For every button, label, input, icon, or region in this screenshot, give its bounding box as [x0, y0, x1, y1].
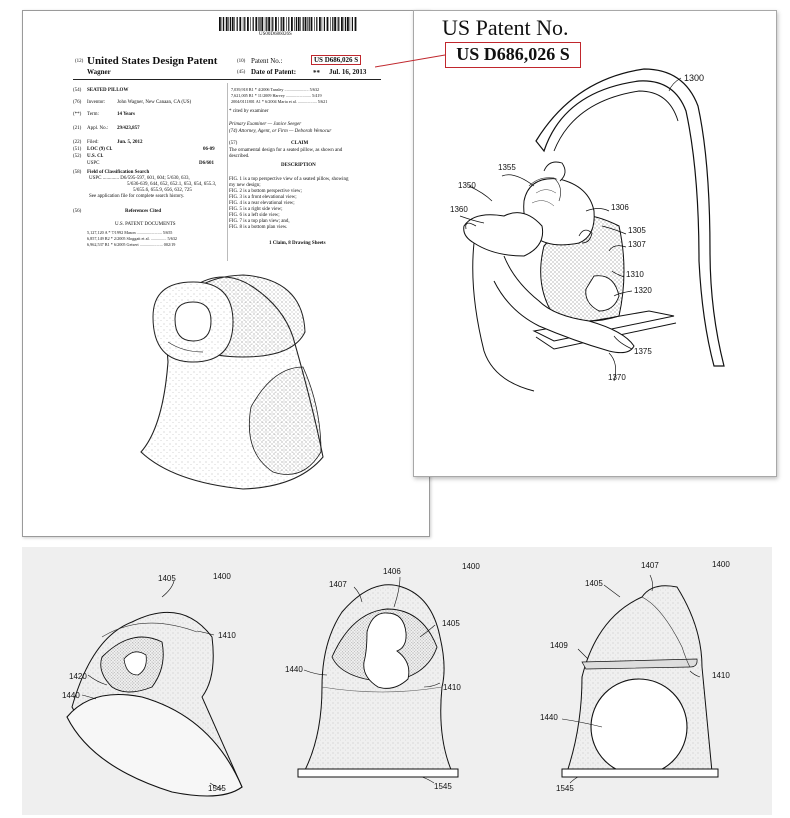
search-line: 5/655.6, 655.9, 656, 632, 725 — [133, 188, 192, 193]
ref-1407-center: 1407 — [329, 580, 347, 589]
ref-1440-center: 1440 — [285, 665, 303, 674]
date-label: Date of Patent: — [251, 68, 297, 76]
ref-1360: 1360 — [450, 205, 468, 214]
description-line: FIG. 5 is a right side view; — [229, 207, 283, 212]
patent-front-page — [22, 10, 430, 537]
ref-1405-right: 1405 — [585, 579, 603, 588]
ref-1320: 1320 — [634, 286, 652, 295]
us-docs-title: U.S. PATENT DOCUMENTS — [115, 222, 176, 227]
description-line: my new design; — [229, 183, 261, 188]
field-code: (12) — [75, 59, 84, 64]
attorney: (74) Attorney, Agent, or Firm — Deborah Wenocur — [229, 129, 332, 134]
ref-1407-right: 1407 — [641, 561, 659, 570]
ref-1306: 1306 — [611, 203, 629, 212]
patent-no-value: US D686,026 S — [311, 55, 361, 65]
front-elevation-view — [298, 577, 458, 783]
ref-1409-right: 1409 — [550, 641, 568, 650]
field-code: (22) — [73, 140, 82, 145]
figure-1300-panel — [413, 10, 777, 477]
figure-1400-views-panel — [22, 547, 772, 815]
patent-no-label: Patent No.: — [251, 57, 283, 65]
left-perspective-view — [67, 581, 242, 796]
ref-1440-right: 1440 — [540, 713, 558, 722]
claims-sheets: 1 Claim, 8 Drawing Sheets — [269, 241, 326, 246]
inventor-value: John Wagner, New Canaan, CA (US) — [117, 100, 192, 105]
field-code: (56) — [73, 209, 82, 214]
cited-note: * cited by examiner — [229, 109, 269, 114]
pillow-views-drawing — [22, 547, 772, 815]
ref-1405-left: 1405 — [158, 574, 176, 583]
field-label: Filed: — [87, 140, 99, 145]
column-divider — [227, 83, 228, 261]
field-label: USPC — [87, 161, 100, 166]
field-code: (58) — [73, 170, 82, 175]
seated-pillow-drawing — [133, 257, 333, 497]
field-code: (54) — [73, 88, 82, 93]
search-line: See application file for complete search history. — [89, 194, 185, 199]
description-line: FIG. 8 is a bottom plan view. — [229, 225, 288, 230]
field-label: Inventor: — [87, 100, 106, 105]
description-line: FIG. 2 is a bottom perspective view; — [229, 189, 302, 194]
reference-row: 6,962,537 B1 * 6/2005 Geisert ...................... 002/19 — [87, 242, 176, 247]
field-label: LOC (9) Cl. — [87, 147, 113, 152]
description-line: FIG. 3 is a front elevational view; — [229, 195, 297, 200]
field-code: (10) — [237, 59, 246, 64]
reference-row: 2004/0111801 A1 * 6/2004 Maria et al. .................. 5/621 — [231, 99, 328, 104]
barcode — [219, 17, 359, 31]
field-code: (45) — [237, 70, 246, 75]
field-code: (76) — [73, 100, 82, 105]
patent-type-title: United States Design Patent — [87, 55, 218, 67]
search-line: 5/636-639, 644, 652, 652.1, 653, 654, 655.3, — [127, 182, 217, 187]
search-line: USPC ............. D6/595-597, 601, 604; 5/630, 633, — [89, 176, 190, 181]
field-label: Field of Classification Search — [87, 170, 150, 175]
ref-1410-center: 1410 — [443, 683, 461, 692]
appl-no-value: 29/423,857 — [117, 126, 140, 131]
ref-1410-left: 1410 — [218, 631, 236, 640]
ref-1300: 1300 — [684, 73, 705, 83]
term-value: 14 Years — [117, 112, 136, 117]
description-line: FIG. 4 is a rear elevational view; — [229, 201, 295, 206]
reference-row: 7,621,005 B1 * 11/2009 Harvey ........................ 5/419 — [231, 93, 322, 98]
field-label: Term: — [87, 112, 99, 117]
uspc-value: D6/601 — [199, 161, 214, 166]
field-code: (**) — [73, 112, 82, 117]
ref-1375: 1375 — [634, 347, 652, 356]
side-elevation-view — [562, 575, 718, 783]
ref-1400-center: 1400 — [462, 562, 480, 571]
date-value: Jul. 16, 2013 — [329, 68, 367, 76]
field-label: Appl. No.: — [87, 126, 109, 131]
description-line: FIG. 7 is a top plan view; and, — [229, 219, 290, 224]
ref-1410-right: 1410 — [712, 671, 730, 680]
inventor-surname: Wagner — [87, 68, 111, 76]
reference-row: 7,039,918 B1 * 4/2006 Tansley ....................... 5/632 — [231, 87, 320, 92]
design-title: SEATED PILLOW — [87, 88, 129, 93]
field-code: (21) — [73, 126, 82, 131]
ref-1545-center: 1545 — [434, 782, 452, 791]
ref-1405-center: 1405 — [442, 619, 460, 628]
callout-title: US Patent No. — [442, 15, 569, 40]
reference-row: 6,857,149 B2 * 2/2005 Sloggatt et al. ............... 5/632 — [87, 236, 178, 241]
barcode-text: US00D686026S — [259, 32, 292, 37]
examiner: Primary Examiner — Janice Seeger — [229, 122, 302, 127]
ref-1310: 1310 — [626, 270, 644, 279]
ref-1370: 1370 — [608, 373, 626, 382]
ref-1406-center: 1406 — [383, 567, 401, 576]
description-title: DESCRIPTION — [281, 163, 316, 168]
claim-text: described. — [229, 154, 250, 159]
description-line: FIG. 6 is a left side view; — [229, 213, 280, 218]
references-title: References Cited — [125, 209, 162, 214]
date-star: ** — [313, 69, 320, 77]
ref-1307: 1307 — [628, 240, 646, 249]
callout-connector-line — [375, 54, 447, 68]
ref-1350: 1350 — [458, 181, 476, 190]
ref-1400-left: 1400 — [213, 572, 231, 581]
ref-1400-right: 1400 — [712, 560, 730, 569]
reference-row: 5,127,120 A * 7/1992 Mason ........................ 5/655 — [87, 230, 173, 235]
ref-1420-left: 1420 — [69, 672, 87, 681]
ref-1545-left: 1545 — [208, 784, 226, 793]
description-line: FIG. 1 is a top perspective view of a seated pillow, showing — [229, 177, 349, 182]
claim-title: CLAIM — [291, 141, 309, 146]
field-label: U.S. Cl. — [87, 154, 104, 159]
field-code: (52) — [73, 154, 82, 159]
ref-1545-right: 1545 — [556, 784, 574, 793]
ref-1355: 1355 — [498, 163, 516, 172]
user-with-pillow-drawing — [414, 11, 776, 476]
loc-value: 06-09 — [203, 147, 215, 152]
header-divider — [73, 79, 381, 80]
filed-value: Jun. 5, 2012 — [117, 140, 143, 145]
callout-patent-number: US D686,026 S — [445, 42, 581, 68]
field-code: (51) — [73, 147, 82, 152]
field-code: (57) — [229, 141, 238, 146]
ref-1305: 1305 — [628, 226, 646, 235]
ref-1440-left: 1440 — [62, 691, 80, 700]
claim-text: The ornamental design for a seated pillow, as shown and — [229, 148, 343, 153]
